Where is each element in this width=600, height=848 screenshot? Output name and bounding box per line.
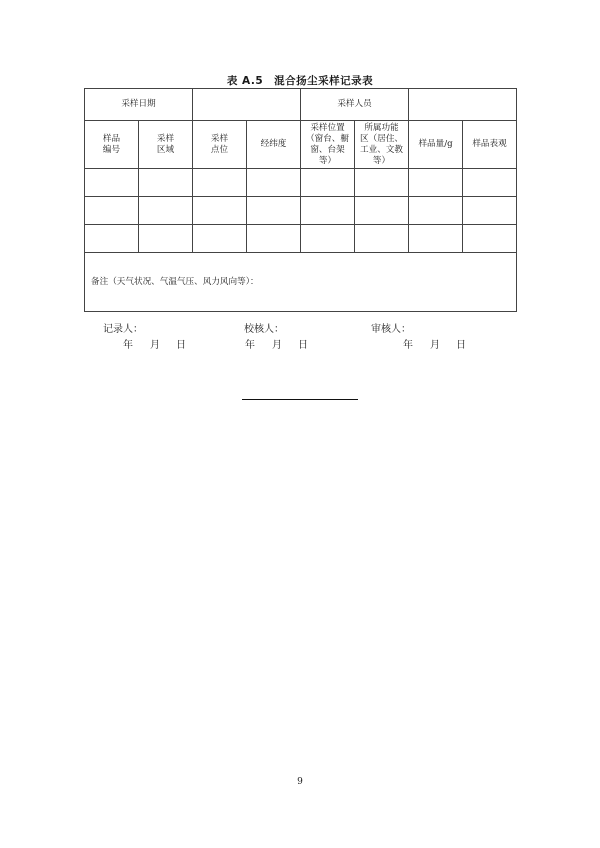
column-header-line: 等） [318,155,337,166]
table-cell[interactable] [463,197,517,225]
checker-day: 日 [298,340,308,351]
recorder-label: 记录人： [103,324,143,335]
reviewer-label: 审核人： [371,324,411,335]
column-header-line: 所属功能 [364,122,399,133]
sampling-person-label: 采样人员 [301,89,409,121]
table-title: 表 A.5 混合扬尘采样记录表 [226,75,374,87]
table-row [85,253,517,312]
reviewer-year: 年 [403,340,413,351]
table-cell[interactable] [193,197,247,225]
table-cell[interactable] [301,197,355,225]
table-cell[interactable] [247,169,301,197]
end-of-document-rule [242,399,358,400]
table-row [85,225,517,253]
recorder-day: 日 [176,340,186,351]
column-header-line: 窗、台架 [310,144,345,155]
checker-year: 年 [245,340,255,351]
checker-label: 校核人： [244,324,284,335]
table-row [85,197,517,225]
column-header-3 [247,121,301,169]
column-header-line: 工业、文教 [360,144,404,155]
table-cell[interactable] [193,225,247,253]
column-header-line: 经纬度 [260,139,287,149]
column-header-line: 等） [372,155,391,166]
table-cell[interactable] [193,169,247,197]
checker-month: 月 [272,340,282,351]
column-header-line: 采样 [210,133,229,144]
column-header-7 [463,121,517,169]
table-cell[interactable] [463,169,517,197]
table-row [85,169,517,197]
table-row [85,89,517,121]
column-header-line: 采样 [156,133,175,144]
column-header-line: 区域 [156,144,175,155]
table-header-row [85,121,517,169]
table-cell[interactable] [409,169,463,197]
table-cell[interactable] [355,225,409,253]
table-cell[interactable] [139,169,193,197]
column-header-2 [193,121,247,169]
sampling-person-value[interactable] [409,89,517,121]
column-header-6 [409,121,463,169]
column-header-4 [301,121,355,169]
table-cell[interactable] [85,169,139,197]
table-cell[interactable] [85,225,139,253]
page-number: 9 [297,777,303,787]
table-cell[interactable] [409,225,463,253]
table-cell[interactable] [355,169,409,197]
column-header-5 [355,121,409,169]
recorder-month: 月 [150,340,160,351]
table-cell[interactable] [139,225,193,253]
reviewer-month: 月 [430,340,440,351]
column-header-0 [85,121,139,169]
column-header-line: 采样位置 [310,122,345,133]
column-header-line: 样品量/g [418,139,453,149]
table-cell[interactable] [301,225,355,253]
sampling-record-table [84,88,517,312]
table-cell[interactable] [301,169,355,197]
table-cell[interactable] [247,197,301,225]
recorder-year: 年 [123,340,133,351]
table-cell[interactable] [355,197,409,225]
column-header-line: 点位 [210,144,229,155]
column-header-line: 样品表观 [472,139,507,149]
column-header-line: 区（居住、 [360,133,404,144]
sampling-date-label: 采样日期 [85,89,193,121]
column-header-line: 编号 [102,144,121,155]
column-header-line: （窗台、橱 [306,133,349,144]
table-cell[interactable] [85,197,139,225]
remarks-cell[interactable]: 备注（天气状况、气温气压、风力风向等）： [85,253,517,312]
column-header-line: 样品 [102,133,121,144]
column-header-1 [139,121,193,169]
table-cell[interactable] [247,225,301,253]
table-cell[interactable] [463,225,517,253]
table-cell[interactable] [139,197,193,225]
sampling-date-value[interactable] [193,89,301,121]
table-cell[interactable] [409,197,463,225]
reviewer-day: 日 [456,340,466,351]
